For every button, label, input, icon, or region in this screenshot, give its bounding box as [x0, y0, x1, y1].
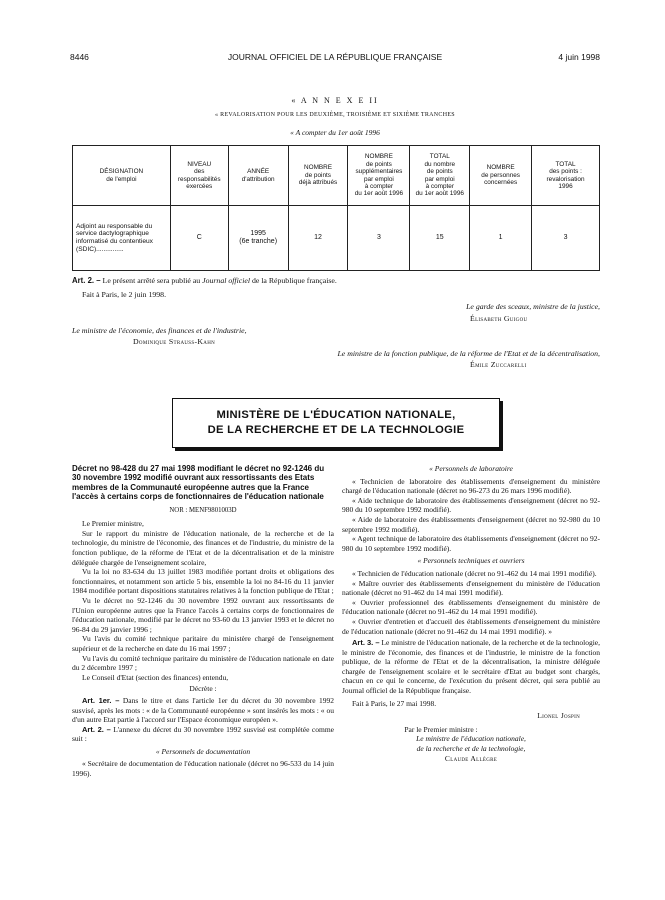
preamble-paragraphs	[72, 519, 334, 682]
preamble-paragraph: Sur le rapport du ministre de l'éducation nationale, de la recherche et de la technologie, du ministre de l'économie, des finances et de l'industrie, du ministre de la fonction publique, de la réforme de l'Etat et de la décentralisation et de la ministre déléguée chargée de l'enseignement scolaire,	[72, 528, 334, 567]
table-header-cell: ANNÉE d'attribution	[228, 146, 288, 206]
revalorisation-table	[72, 145, 600, 271]
list-item: « Aide technique de laboratoire des établissements d'enseignement (décret no 92-980 du 10 septembre 1992 modifié).	[342, 495, 600, 515]
documentation-item: « Secrétaire de documentation de l'éducation nationale (décret no 96-533 du 14 juin 1996).	[72, 759, 334, 779]
left-column	[72, 464, 334, 779]
decrete-line: Décrète :	[189, 684, 217, 694]
table-cell: 1	[470, 206, 532, 271]
list-item: « Ouvrier professionnel des établissements d'enseignement du ministère de l'éducation nationale (décret no 91-462 du 14 mai 1991 modifié).	[342, 597, 600, 617]
preamble-paragraph: Vu l'avis du comité technique paritaire du ministère de l'éducation nationale en date du 2 décembre 1997 ;	[72, 653, 334, 673]
section-documentation: « Personnels de documentation	[155, 746, 251, 756]
garde-des-sceaux-name: Élisabeth Guigou	[470, 314, 528, 323]
table-cell: 1995 (6e tranche)	[228, 206, 288, 271]
ministry-heading-line-2: DE LA RECHERCHE ET DE LA TECHNOLOGIE	[207, 424, 465, 436]
premier-ministre-name: Lionel Jospin	[537, 711, 580, 721]
ministre-education-name: Claude Allègre	[444, 753, 498, 763]
ministre-fonction-publique-title: Le ministre de la fonction publique, de la réforme de l'Etat et de la décentralisation,	[337, 349, 600, 358]
table-cell: C	[170, 206, 228, 271]
ministre-education-title-1: Le ministre de l'éducation nationale,	[416, 734, 526, 744]
table-header-row	[73, 146, 600, 206]
table-cell: 3	[348, 206, 410, 271]
article-1: Art. 1er. – Dans le titre et dans l'article 1er du décret du 30 novembre 1992 susvisé, après les mots : « de la Communauté européenne » sont insérés les mots : « ou d'un autre Etat partie à l'accord sur l'Espace économique européen ».	[72, 695, 335, 725]
section-laboratoire: « Personnels de laboratoire	[429, 464, 513, 473]
table-cell: Adjoint au responsable du service dactylographique informatisé du contentieux (SDIC)...............	[73, 206, 171, 271]
article-1-label: Art. 1er. –	[82, 695, 120, 705]
annexe-subtitle: « REVALORISATION POUR LES DEUXIÈME, TROISIÈME ET SIXIÈME TRANCHES	[215, 112, 455, 118]
article-3-label: Art. 3. –	[352, 638, 380, 648]
ministry-heading-box	[172, 398, 500, 448]
list-item: « Ouvrier d'entretien et d'accueil des établissements d'enseignement du ministère de l'éducation nationale (décret no 91-462 du 14 mai 1991 modifié). »	[342, 616, 600, 636]
table-cell: 3	[532, 206, 600, 271]
preamble-paragraph: Le Conseil d'Etat (section des finances) entendu,	[82, 672, 229, 682]
right-column	[342, 464, 600, 763]
annexe-title: « A N N E X E II	[291, 96, 379, 105]
article-2-label: Art. 2. –	[82, 724, 111, 734]
page-header	[70, 52, 600, 64]
ministre-economie-name: Dominique Strauss-Kahn	[133, 337, 216, 346]
laboratoire-items	[342, 477, 600, 554]
page-number: 8446	[70, 52, 89, 62]
section-techniques: « Personnels techniques et ouvriers	[417, 556, 525, 566]
table-row	[73, 206, 600, 271]
journal-title: JOURNAL OFFICIEL DE LA RÉPUBLIQUE FRANÇAISE	[227, 52, 443, 62]
article-2: Art. 2. – L'annexe du décret du 30 novembre 1992 susvisé est complétée comme suit :	[72, 724, 334, 744]
fait-a-paris: Fait à Paris, le 27 mai 1998.	[352, 698, 437, 708]
list-item: « Aide de laboratoire des établissements d'enseignement (décret no 92-980 du 10 septembre 1992 modifié).	[342, 514, 600, 534]
article-2-top-label: Art. 2. –	[72, 276, 101, 285]
table-header-cell: TOTAL du nombre de points par emploi à compter du 1er août 1996	[410, 146, 470, 206]
techniques-items	[342, 569, 600, 636]
preamble-paragraph: Vu l'avis du comité technique paritaire du ministère chargé de l'enseignement supérieur et de la recherche en date du 16 mai 1997 ;	[72, 634, 334, 653]
table-header-cell: DÉSIGNATION de l'emploi	[73, 146, 171, 206]
ministre-education-title-2: de la recherche et de la technologie,	[416, 744, 526, 754]
ministry-heading-line-1: MINISTÈRE DE L'ÉDUCATION NATIONALE,	[216, 409, 456, 421]
table-header-cell: TOTAL des points : revalorisation 1996	[532, 146, 600, 206]
fait-a-paris-top: Fait à Paris, le 2 juin 1998.	[82, 290, 167, 299]
table-header-cell: NOMBRE de points déjà attribués	[288, 146, 348, 206]
table-header-cell: NOMBRE de personnes concernées	[470, 146, 532, 206]
preamble-paragraph: Le Premier ministre,	[82, 519, 144, 529]
garde-des-sceaux-title: Le garde des sceaux, ministre de la justice,	[466, 302, 600, 311]
preamble-paragraph: Vu la loi no 83-634 du 13 juillet 1983 modifiée portant droits et obligations des fonctionnaires, et notamment son article 5 bis, ensemble la loi no 84-16 du 11 janvier 1984 modifiée portant dispositions statutaires relatives à la fonction publique de l'Etat ;	[72, 567, 334, 596]
table-header-cell: NOMBRE de points supplémentaires par emploi à compter du 1er août 1996	[348, 146, 410, 206]
nor-reference: NOR : MENF9801003D	[169, 506, 237, 514]
ministre-fonction-publique-name: Émile Zuccarelli	[470, 360, 527, 369]
article-3: Art. 3. – Le ministre de l'éducation nationale, de la recherche et de la technologie, le ministre de l'économie, des finances et de l'industrie, le ministre de la fonction publique, de la réforme de l'Etat et de la décentralisation, la ministre déléguée chargée de l'enseignement scolaire et le secrétaire d'Etat au budget sont chargés, chacun en ce qui le concerne, de l'exécution du présent décret, qui sera publié au Journal officiel de la République française.	[342, 638, 601, 696]
preamble-paragraph: Vu le décret no 92-1246 du 30 novembre 1992 ouvrant aux ressortissants de l'Union européenne autres que la France l'accès à certains corps de fonctionnaires de l'éducation nationale, modifié par le décret no 93-60 du 13 janvier 1993 et le décret no 96-84 du 29 janvier 1996 ;	[72, 595, 334, 634]
ministre-economie-title: Le ministre de l'économie, des finances et de l'industrie,	[72, 326, 247, 335]
par-le-premier-ministre: Par le Premier ministre :	[404, 724, 478, 734]
journal-officiel-ref: Journal officiel	[202, 276, 250, 285]
list-item: « Technicien de l'éducation nationale (décret no 91-462 du 14 mai 1991 modifié).	[352, 568, 597, 578]
decret-title: Décret no 98-428 du 27 mai 1998 modifiant le décret no 92-1246 du 30 novembre 1992 modifié ouvrant aux ressortissants des Etats membres de la Communauté européenne autres que la France l'accès à certains corps de fonctionnaires de l'éducation nationale	[72, 464, 325, 502]
annexe-date-line: « A compter du 1er août 1996	[290, 128, 380, 137]
table-body	[73, 206, 600, 271]
list-item: « Maître ouvrier des établissements d'enseignement du ministère de l'éducation nationale (décret no 91-462 du 14 mai 1991 modifié).	[342, 578, 600, 598]
issue-date: 4 juin 1998	[558, 52, 600, 62]
table-cell: 12	[288, 206, 348, 271]
table-cell: 15	[410, 206, 470, 271]
table-header-cell: NIVEAU des responsabilités exercées	[170, 146, 228, 206]
list-item: « Agent technique de laboratoire des établissements d'enseignement (décret no 92-980 du 10 septembre 1992 modifié).	[342, 534, 600, 553]
article-2-top: Art. 2. – Le présent arrêté sera publié au Journal officiel de la République française.	[72, 276, 337, 285]
list-item: « Technicien de laboratoire des établissements d'enseignement du ministère chargé de l'éducation nationale (décret no 96-273 du 26 mars 1996 modifié).	[342, 476, 600, 496]
